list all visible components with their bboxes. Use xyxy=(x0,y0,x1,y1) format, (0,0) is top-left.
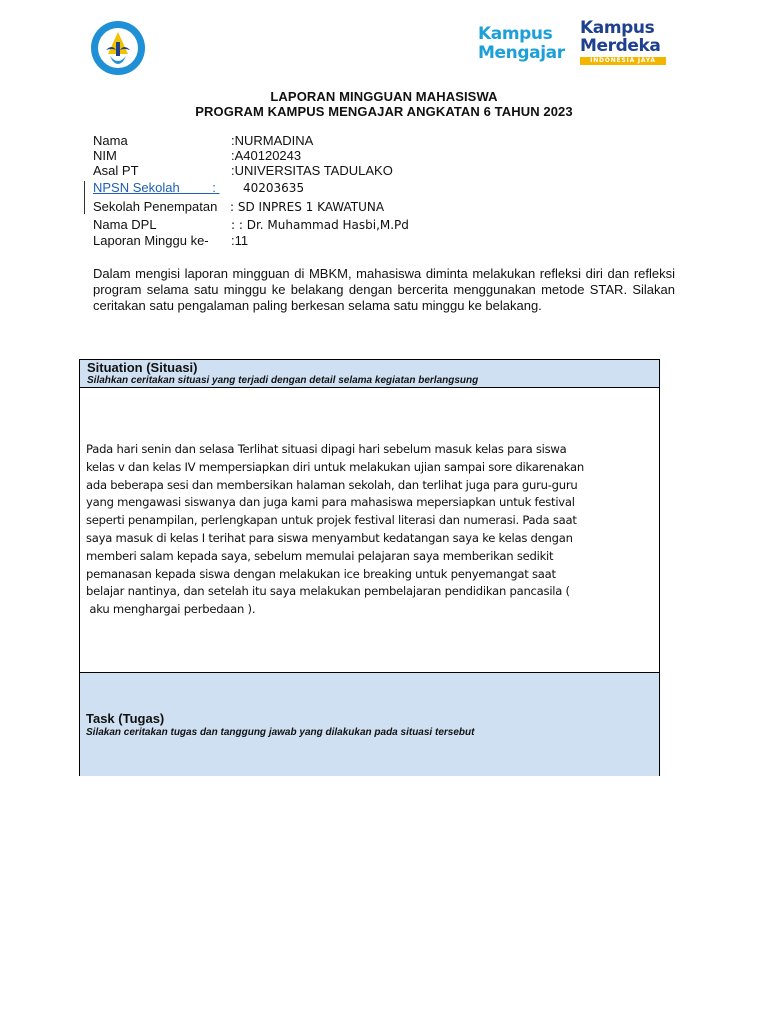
identity-value: : : Dr. Muhammad Hasbi,M.Pd xyxy=(231,218,409,232)
identity-value: :A40120243 xyxy=(231,148,302,163)
npsn-label: NPSN Sekolah : xyxy=(93,180,216,195)
situation-line: Pada hari senin dan selasa Terlihat situasi dipagi hari sebelum masuk kelas para siswa xyxy=(86,442,567,456)
situation-title: Situation (Situasi) xyxy=(87,360,198,375)
kampus-merdeka-tagline: INDONESIA JAYA xyxy=(580,57,666,65)
identity-label: Laporan Minggu ke- xyxy=(93,233,209,248)
identity-value: :UNIVERSITAS TADULAKO xyxy=(231,163,393,178)
situation-line: kelas v dan kelas IV mempersiapkan diri untuk melakukan ujian sampai sore dikarenakan xyxy=(86,459,584,474)
situation-text xyxy=(86,441,656,619)
kampus-merdeka-logo xyxy=(580,20,674,68)
revision-bar xyxy=(84,181,85,214)
kampus-mengajar-line1: Kampus xyxy=(478,24,553,44)
task-subtitle: Silakan ceritakan tugas dan tanggung jawab yang dilakukan pada situasi tersebut xyxy=(86,727,475,738)
situation-line: ada beberapa sesi dan membersikan halaman sekolah, dan terlihat juga para guru-guru xyxy=(86,477,578,492)
document-subtitle: PROGRAM KAMPUS MENGAJAR ANGKATAN 6 TAHUN 2023 xyxy=(195,104,573,119)
situation-subtitle: Silahkan ceritakan situasi yang terjadi dengan detail selama kegiatan berlangsung xyxy=(87,375,479,386)
situation-line: pemanasan kepada siswa dengan melakukan ice breaking untuk penyemangat saat xyxy=(86,566,556,581)
situation-line: aku menghargai perbedaan ). xyxy=(86,602,256,617)
situation-line: belajar nantinya, dan setelah itu saya melakukan pembelajaran pendidikan pancasila ( xyxy=(86,584,570,599)
identity-label: Nama xyxy=(93,133,128,148)
situation-line: seperti penampilan, perlengkapan untuk projek festival literasi dan numerasi. Pada saat xyxy=(86,513,577,528)
task-title: Task (Tugas) xyxy=(86,711,165,726)
identity-label: NIM xyxy=(93,148,117,163)
identity-value: :11 xyxy=(231,233,249,248)
kemdikbud-logo xyxy=(88,20,148,76)
task-section xyxy=(80,672,659,776)
identity-value: :NURMADINA xyxy=(231,133,314,148)
kampus-merdeka-line2: Merdeka xyxy=(580,36,661,56)
kampus-merdeka-line1: Kampus xyxy=(580,18,655,38)
document-title: LAPORAN MINGGUAN MAHASISWA xyxy=(270,89,498,104)
kampus-mengajar-logo xyxy=(478,26,576,68)
identity-label: Asal PT xyxy=(93,163,139,178)
identity-value: : SD INPRES 1 KAWATUNA xyxy=(230,200,385,214)
intro-paragraph: Dalam mengisi laporan mingguan di MBKM, mahasiswa diminta melakukan refleksi diri dan refleksi program selama satu minggu ke belakang dengan bercerita menggunakan metode STAR. Silakan ceritakan satu pengalaman paling berkesan selama satu minggu ke belakang. xyxy=(93,266,675,313)
identity-value: 40203635 xyxy=(243,181,305,195)
situation-line: saya masuk di kelas I terihat para siswa menyambut kedatangan saya ke kelas dengan xyxy=(86,530,573,545)
kampus-mengajar-line2: Mengajar xyxy=(478,43,565,63)
situation-line: memberi salam kepada saya, sebelum memulai pelajaran saya memberikan sedikit xyxy=(86,548,554,563)
situation-line: yang mengawasi siswanya dan juga kami para mahasiswa mepersiapkan untuk festival xyxy=(86,495,575,510)
identity-label: Nama DPL xyxy=(93,217,157,232)
situation-header xyxy=(80,360,659,388)
identity-label: Sekolah Penempatan xyxy=(93,199,218,214)
